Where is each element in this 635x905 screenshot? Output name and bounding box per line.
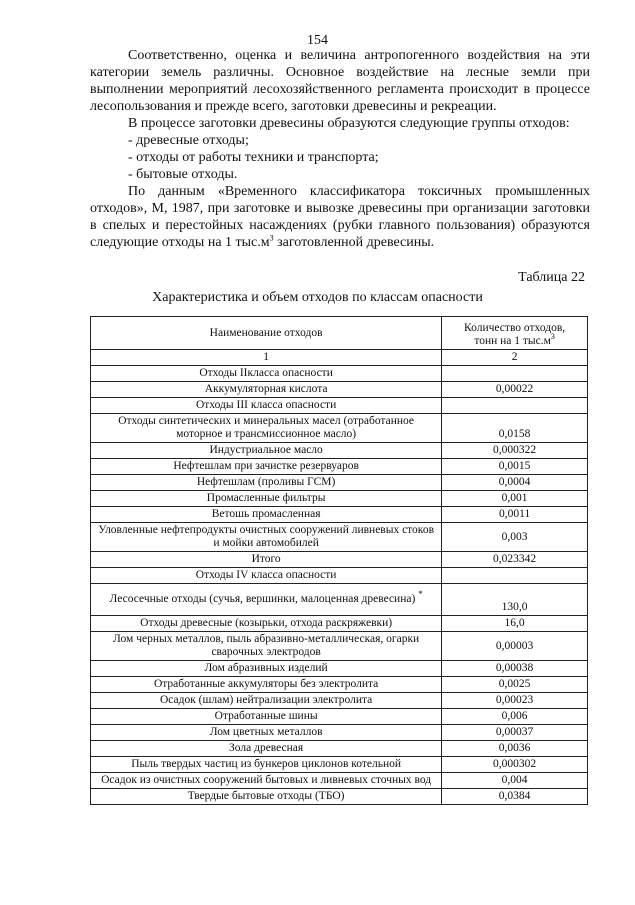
waste-name [91,523,442,552]
waste-name-text: Итого [251,553,281,565]
table-row [91,677,588,693]
header-superscript: 3 [550,332,555,342]
waste-name [91,443,442,459]
table-section-row [91,398,588,414]
table-row [91,773,588,789]
table-section-row [91,366,588,382]
waste-name [91,741,442,757]
column-number: 2 [442,350,588,366]
waste-name-text: Отработанные аккумуляторы без электролита [153,678,379,690]
waste-table [90,316,588,805]
waste-name-text: Ветошь промасленная [211,508,321,520]
footnote-marker: * [418,589,423,599]
table-section-row [91,568,588,584]
waste-quantity: 0,00022 [442,382,588,398]
waste-name-text: Отходы синтетических и минеральных масел (отработанное моторное и трансмиссионное масло) [118,415,415,440]
waste-name-text: Аккумуляторная кислота [204,383,328,395]
body-text [90,47,590,251]
waste-quantity: 0,000302 [442,757,588,773]
paragraph-text-end: заготовленной древесины. [273,235,435,250]
column-number-row [91,350,588,366]
waste-name-text: Лесосечные отходы (сучья, вершинки, малоценная древесина) [109,592,416,605]
waste-name [91,725,442,741]
waste-name [91,507,442,523]
waste-name-text: Промасленные фильтры [206,492,326,504]
waste-name-text: Отходы IV класса опасности [195,569,337,581]
waste-name-text: Отходы древесные (козырьки, отхода раскряжевки) [140,617,393,629]
table-label: Таблица 22 [518,270,585,285]
waste-quantity: 0,00038 [442,661,588,677]
waste-quantity [442,398,588,414]
waste-name [91,584,442,616]
waste-quantity: 0,0011 [442,507,588,523]
waste-name [91,382,442,398]
paragraph: В процессе заготовки древесины образуются следующие группы отходов: [128,116,570,131]
waste-name [91,709,442,725]
table-row [91,443,588,459]
waste-quantity: 0,023342 [442,552,588,568]
waste-quantity [442,366,588,382]
header-quantity [442,317,588,350]
waste-name [91,693,442,709]
waste-name-text: Нефтешлам при зачистке резервуаров [173,460,359,472]
table-row [91,414,588,443]
waste-quantity: 0,001 [442,491,588,507]
table-row [91,709,588,725]
waste-name-text: Уловленные нефтепродукты очистных сооружений ливневых стоков и мойки автомобилей [98,524,434,549]
list-item: - древесные отходы; [128,133,249,148]
table-row [91,789,588,805]
table-row [91,725,588,741]
waste-quantity: 0,0015 [442,459,588,475]
waste-quantity: 0,0004 [442,475,588,491]
table-row [91,475,588,491]
section-title [91,568,442,584]
waste-name-text: Твердые бытовые отходы (ТБО) [187,790,345,802]
waste-name-text: Лом черных металлов, пыль абразивно-металлическая, огарки сварочных электродов [113,633,420,658]
table-row [91,523,588,552]
waste-name-text: Отходы III класса опасности [196,399,337,411]
waste-name-text: Лом цветных металлов [209,726,323,738]
waste-name-text: Пыль твердых частиц из бункеров циклонов котельной [131,758,402,770]
waste-name [91,616,442,632]
waste-quantity: 0,0025 [442,677,588,693]
waste-name [91,475,442,491]
waste-quantity: 0,00003 [442,632,588,661]
waste-name-text: Зола древесная [229,742,304,754]
table-row [91,757,588,773]
waste-name-text: Лом абразивных изделий [204,662,328,674]
table-header-row [91,317,588,350]
table-title: Характеристика и объем отходов по классам опасности [152,290,483,305]
waste-quantity [442,568,588,584]
waste-name [91,677,442,693]
waste-quantity: 0,003 [442,523,588,552]
waste-name [91,661,442,677]
table-row [91,552,588,568]
waste-name [91,773,442,789]
page-number: 154 [307,33,328,48]
paragraph [90,183,590,251]
waste-name [91,632,442,661]
waste-name-text: Отходы IIкласса опасности [199,367,333,379]
section-title [91,366,442,382]
table-row [91,616,588,632]
header-quantity-line2: тонн на 1 тыс.м [474,335,551,347]
header-name: Наименование отходов [91,317,442,350]
paragraph-text: По данным «Временного классификатора токсичных промышленных отходов», М, 1987, при заготовке и вывозке древесины при организации заготовки в спелых и перестойных насаждениях (рубки главного пользования) образуются следующие отходы на 1 тыс.м [90,184,590,250]
waste-name [91,459,442,475]
waste-quantity: 16,0 [442,616,588,632]
waste-name-text: Осадок (шлам) нейтрализации электролита [159,694,373,706]
waste-quantity: 0,0384 [442,789,588,805]
waste-quantity: 0,00037 [442,725,588,741]
waste-name [91,552,442,568]
waste-name [91,491,442,507]
waste-quantity: 0,0158 [442,414,588,443]
waste-name [91,757,442,773]
waste-quantity: 130,0 [442,584,588,616]
waste-name-text: Отработанные шины [214,710,318,722]
column-number: 1 [91,350,442,366]
table-row [91,507,588,523]
waste-quantity: 0,000322 [442,443,588,459]
table-row [91,661,588,677]
table-row [91,693,588,709]
table-row [91,459,588,475]
table-row [91,584,588,616]
list-item: - бытовые отходы. [128,167,238,182]
waste-name-text: Нефтешлам (проливы ГСМ) [196,476,336,488]
waste-quantity: 0,004 [442,773,588,789]
waste-name-text: Индустриальное масло [209,444,323,456]
waste-quantity: 0,00023 [442,693,588,709]
waste-name-text: Осадок из очистных сооружений бытовых и ливневых сточных вод [101,774,432,786]
waste-name [91,789,442,805]
list-item: - отходы от работы техники и транспорта; [128,150,379,165]
waste-quantity: 0,006 [442,709,588,725]
header-quantity-line1: Количество отходов, [464,322,566,334]
table-row [91,491,588,507]
paragraph: Соответственно, оценка и величина антропогенного воздействия на эти категории земель различны. Основное воздействие на лесные земли при выполнении мероприятий лесохозяйственного регламента происходит в процессе лесопользования и прежде всего, заготовки древесины и рекреации. [90,48,590,114]
table-row [91,741,588,757]
table-row [91,632,588,661]
waste-name [91,414,442,443]
section-title [91,398,442,414]
waste-quantity: 0,0036 [442,741,588,757]
superscript: 3 [269,233,274,243]
table-row [91,382,588,398]
